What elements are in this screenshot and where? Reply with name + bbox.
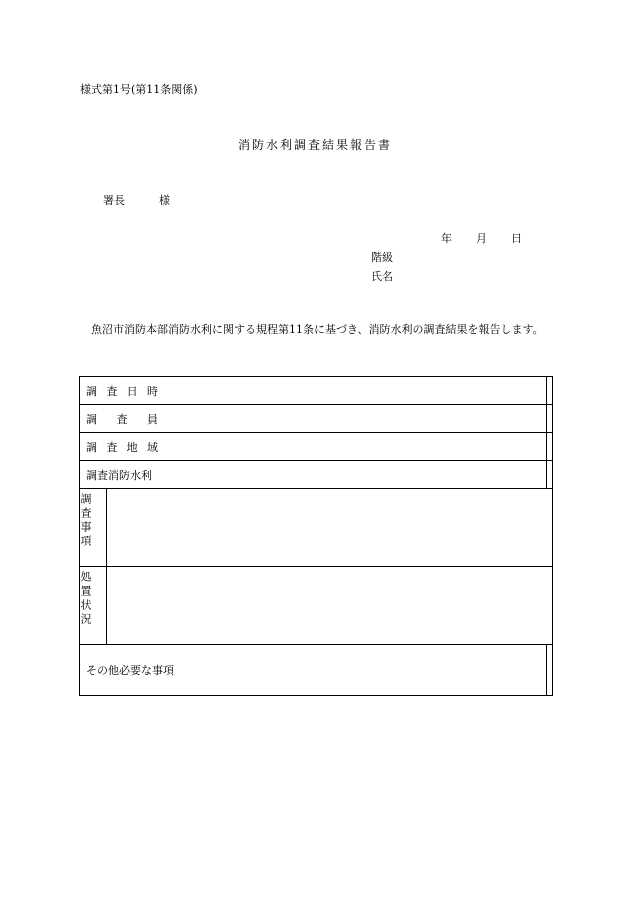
other-matters-label: その他必要な事項 [80, 645, 547, 696]
other-matters-field[interactable] [547, 645, 553, 696]
survey-datetime-field[interactable] [547, 377, 553, 405]
document-title: 消防水利調査結果報告書 [237, 138, 392, 152]
survey-water-label: 調査消防水利 [80, 461, 547, 489]
survey-water-field[interactable] [547, 461, 553, 489]
date-month: 月 [476, 232, 487, 245]
survey-items-field[interactable] [107, 489, 553, 567]
survey-area-label: 調 査 地 域 [80, 433, 547, 461]
addressee [103, 192, 170, 208]
disposition-field[interactable] [107, 567, 553, 645]
addressee-prefix: 署長 [103, 194, 125, 207]
date-day: 日 [511, 232, 522, 245]
disposition-label: 処置状況 [80, 567, 107, 645]
date-line [441, 230, 522, 246]
report-table [79, 376, 553, 696]
surveyor-label: 調 査 員 [80, 405, 547, 433]
survey-area-field[interactable] [547, 433, 553, 461]
surveyor-field[interactable] [547, 405, 553, 433]
survey-items-label: 調査事項 [80, 489, 107, 567]
form-number-label: 様式第1号(第11条関係) [80, 83, 198, 96]
name-label: 氏名 [371, 270, 393, 283]
rank-label: 階級 [371, 251, 393, 264]
date-year: 年 [441, 232, 452, 245]
body-text: 魚沼市消防本部消防水利に関する規程第11条に基づき、消防水利の調査結果を報告します。 [91, 323, 544, 336]
addressee-honorific: 様 [159, 194, 170, 207]
survey-datetime-label: 調 査 日 時 [80, 377, 547, 405]
